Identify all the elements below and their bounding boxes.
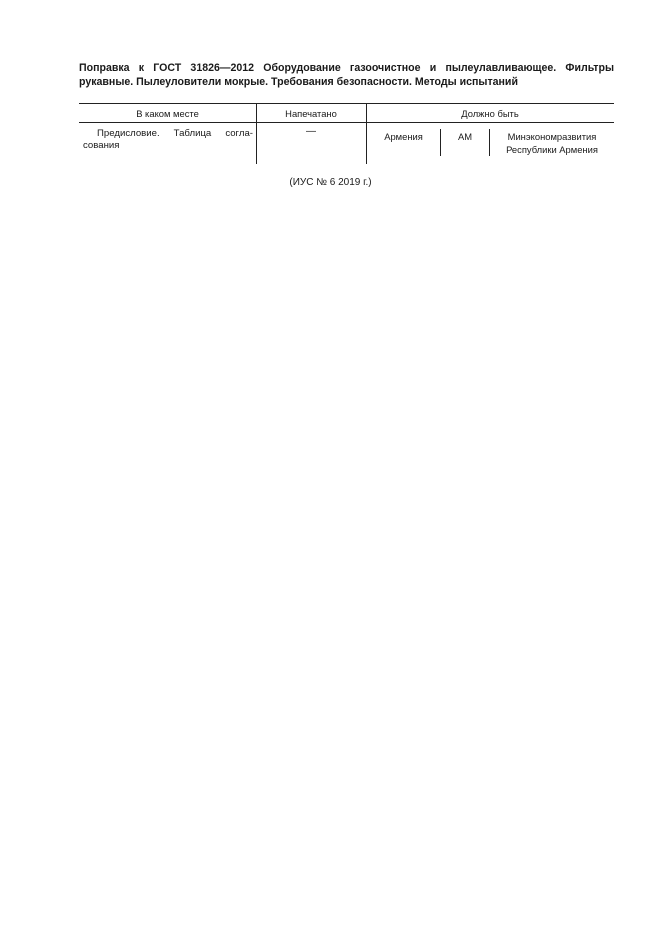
header-place: В каком месте: [136, 108, 199, 119]
table-header-divider: [79, 122, 614, 123]
header-should-be: Должно быть: [461, 108, 519, 119]
organization-line-1: Минэкономразвития: [507, 131, 597, 142]
correction-table: [79, 103, 614, 164]
cell-country-code: АМ: [457, 131, 473, 142]
cell-country: Армения: [384, 131, 423, 142]
cell-organization: [490, 131, 614, 156]
document-title: Поправка к ГОСТ 31826—2012 Оборудование газоочистное и пылеулавливающее. Фильтры рукавные. Пылеуловители мокрые. Требования безопасности. Методы испытаний: [79, 62, 614, 88]
cell-place: Предисловие. Таблица согласования: [83, 128, 253, 151]
publication-reference: (ИУС № 6 2019 г.): [289, 177, 372, 188]
header-printed: Напечатано: [285, 108, 337, 119]
organization-line-2: Республики Армения: [506, 143, 598, 155]
table-top-border: [79, 103, 614, 104]
cell-printed: —: [306, 126, 316, 137]
